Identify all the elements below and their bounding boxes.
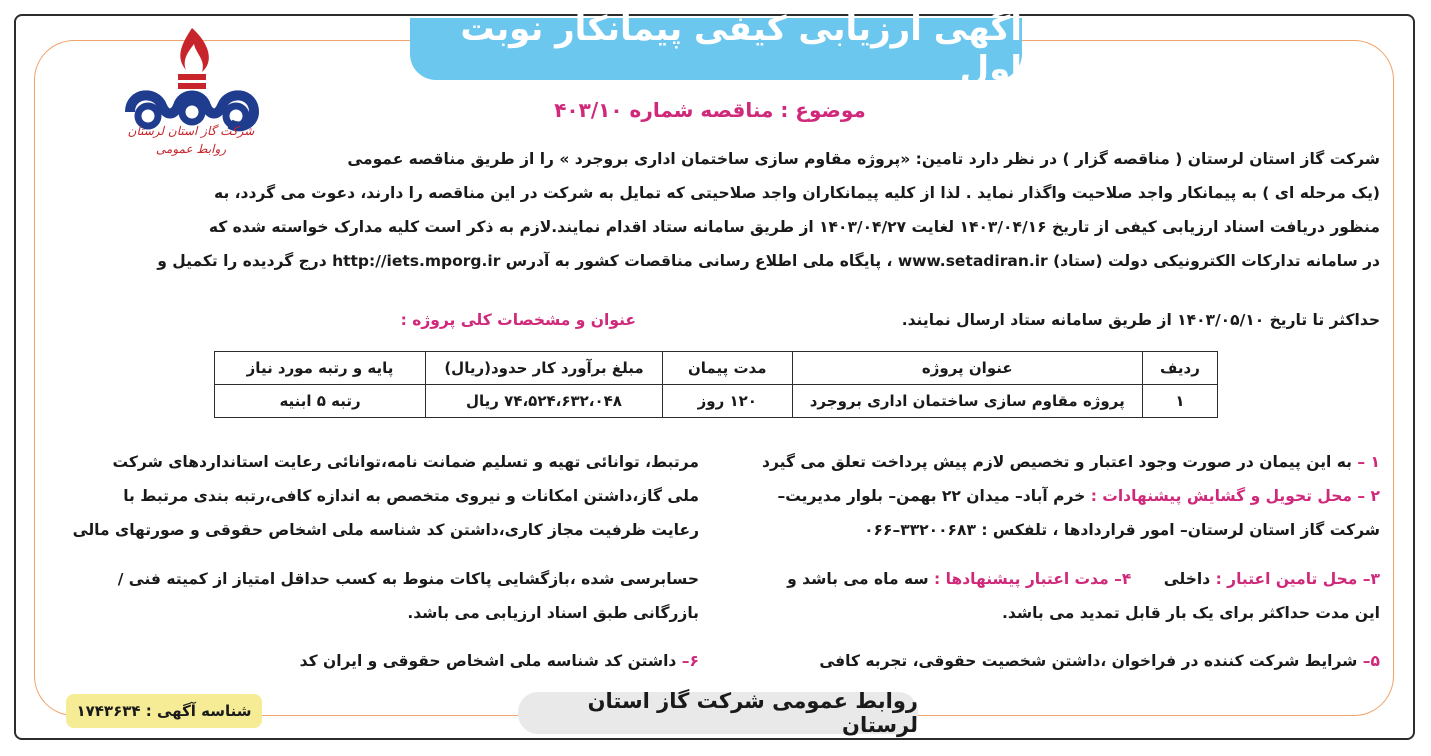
item-number: ۲ – bbox=[1357, 487, 1380, 505]
logo-ring bbox=[182, 102, 202, 122]
project-table bbox=[214, 351, 1218, 418]
logo-line-company: شرکت گاز استان لرستان bbox=[127, 124, 255, 138]
subject-heading: موضوع : مناقصه شماره ۴۰۳/۱۰ bbox=[554, 98, 866, 122]
title-banner bbox=[410, 9, 1022, 89]
item-5 bbox=[819, 652, 1380, 670]
item-text: خرم آباد– میدان ۲۲ بهمن– بلوار مدیریت– bbox=[777, 487, 1086, 505]
item-1 bbox=[762, 453, 1380, 471]
logo-line-pr: روابط عمومی bbox=[155, 142, 227, 156]
left-line-4: حسابرسی شده ،بازگشایی پاکات منوط به کسب حداقل امتیاز از کمیته فنی / bbox=[117, 570, 699, 588]
item-4-cont: این مدت حداکثر برای یک بار قابل تمدید می باشد. bbox=[1002, 604, 1380, 622]
page-title: آگهی ارزیابی کیفی پیمانکار نوبت اول bbox=[460, 9, 1022, 89]
item-3-4 bbox=[787, 570, 1380, 588]
flame-icon bbox=[180, 28, 209, 72]
item-number: ۴– bbox=[1114, 570, 1132, 588]
item-2 bbox=[777, 487, 1380, 505]
footer-text: روابط عمومی شرکت گاز استان لرستان bbox=[587, 689, 918, 737]
item-text: سه ماه می باشد و bbox=[787, 570, 929, 588]
item-label: مدت اعتبار پیشنهادها : bbox=[934, 570, 1109, 588]
left-line-5: بازرگانی طبق اسناد ارزیابی می باشد. bbox=[407, 604, 699, 622]
left-line-3: رعایت ظرفیت مجاز کاری،داشتن کد شناسه ملی اشخاص حقوقی و صورتهای مالی bbox=[72, 521, 699, 539]
table-header: مبلغ برآورد کار حدود(ریال) bbox=[426, 352, 663, 385]
item-number: ۳– bbox=[1362, 570, 1380, 588]
table-cell: ۱۲۰ روز bbox=[662, 385, 792, 418]
body-line-3: منظور دریافت اسناد ارزیابی کیفی از تاریخ ۱۴۰۳/۰۴/۱۶ لغایت ۱۴۰۳/۰۴/۲۷ از طریق سامانه ستاد اقدام نمایند.لازم به ذکر است کلیه مدارک خواسته شده که bbox=[208, 218, 1380, 236]
table-header: پایه و رتبه مورد نیاز bbox=[215, 352, 426, 385]
table-header: عنوان پروژه bbox=[792, 352, 1142, 385]
footer-banner bbox=[518, 689, 918, 737]
logo-caption bbox=[126, 122, 256, 158]
table-header-row bbox=[215, 352, 1218, 385]
item-number: ۱ – bbox=[1357, 453, 1380, 471]
item-value: داخلی bbox=[1163, 570, 1211, 588]
item-2-cont: شرکت گاز استان لرستان– امور قراردادها ، تلفکس : ۳۳۲۰۰۶۸۳–۰۶۶ bbox=[864, 521, 1380, 539]
item-number: ۶– bbox=[681, 652, 699, 670]
body-line-4: در سامانه تدارکات الکترونیکی دولت (ستاد) www.setadiran.ir ، پایگاه ملی اطلاع رسانی مناقصات کشور به آدرس http://iets.mporg.ir درج گردیده را تکمیل و bbox=[157, 252, 1380, 270]
item-label: محل تامین اعتبار : bbox=[1215, 570, 1358, 588]
item-label: محل تحویل و گشایش پیشنهادات : bbox=[1090, 487, 1352, 505]
ad-id-badge bbox=[66, 694, 262, 728]
left-line-2: ملی گاز،داشتن امکانات و نیروی متخصص به اندازه کافی،رتبه بندی مرتبط با bbox=[123, 487, 699, 505]
table-cell: رتبه ۵ ابنیه bbox=[215, 385, 426, 418]
item-number: ۵– bbox=[1362, 652, 1380, 670]
item-6 bbox=[300, 652, 699, 670]
item-text: داشتن کد شناسه ملی اشخاص حقوقی و ایران کد bbox=[299, 652, 677, 670]
flame-base-bar bbox=[178, 74, 206, 80]
table-header: مدت پیمان bbox=[662, 352, 792, 385]
item-text: به این پیمان در صورت وجود اعتبار و تخصیص لازم پیش پرداخت تعلق می گیرد bbox=[762, 453, 1352, 471]
body-line-1: شرکت گاز استان لرستان ( مناقصه گزار ) در نظر دارد تامین: «پروژه مقاوم سازی ساختمان اداری بروجرد » را از طریق مناقصه عمومی bbox=[347, 150, 1380, 168]
table-cell: ۷۴،۵۲۴،۶۳۲،۰۴۸ ریال bbox=[426, 385, 663, 418]
table-cell: پروژه مقاوم سازی ساختمان اداری بروجرد bbox=[792, 385, 1142, 418]
left-line-1: مرتبط، توانائی تهیه و تسلیم ضمانت نامه،توانائی رعایت استانداردهای شرکت bbox=[112, 453, 699, 471]
table-header: ردیف bbox=[1142, 352, 1217, 385]
table-cell: ۱ bbox=[1142, 385, 1217, 418]
flame-base-bar bbox=[178, 83, 206, 89]
body-line-2: (یک مرحله ای ) به پیمانکار واجد صلاحیت واگذار نماید . لذا از کلیه پیمانکاران واجد صلاحیتی که تمایل به شرکت در این مناقصه را دارند، دعوت می گردد، به bbox=[214, 184, 1380, 202]
project-section-label: عنوان و مشخصات کلی پروژه : bbox=[400, 311, 636, 329]
ad-id-text: شناسه آگهی : ۱۷۴۳۶۳۴ bbox=[76, 702, 252, 720]
table-row bbox=[215, 385, 1218, 418]
body-line-5: حداکثر تا تاریخ ۱۴۰۳/۰۵/۱۰ از طریق سامانه ستاد ارسال نمایند. bbox=[901, 311, 1380, 329]
item-text: شرایط شرکت کننده در فراخوان ،داشتن شخصیت حقوقی، تجربه کافی bbox=[819, 652, 1358, 670]
